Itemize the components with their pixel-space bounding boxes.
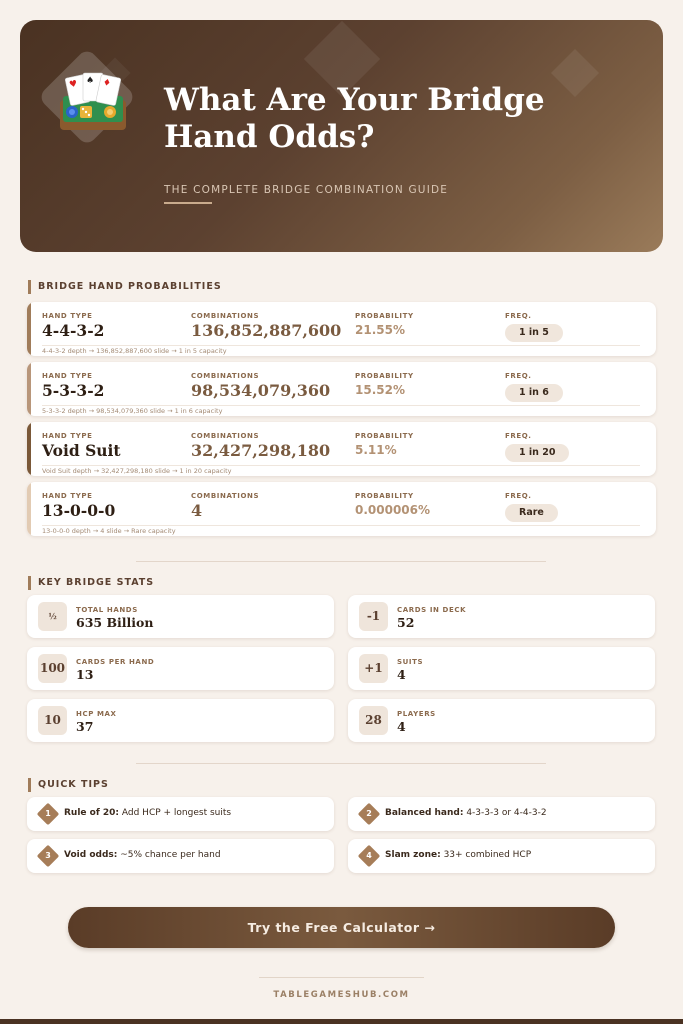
freq-label: FREQ.	[505, 372, 532, 380]
probability-value: 15.52%	[355, 383, 405, 397]
footer-site-name[interactable]: TABLEGAMESHUB.COM	[273, 990, 410, 1000]
card-divider	[42, 525, 640, 526]
tip-number: 3	[45, 851, 51, 860]
try-calculator-button[interactable]: Try the Free Calculator →	[68, 907, 615, 948]
frequency-badge: 1 in 5	[505, 324, 563, 342]
probability-label: PROBABILITY	[355, 492, 414, 500]
tip-title: Balanced hand:	[385, 808, 464, 818]
hand-card	[27, 362, 656, 416]
hand-card	[27, 302, 656, 356]
divider	[136, 763, 546, 764]
section-heading-stats: KEY BRIDGE STATS	[28, 576, 154, 590]
divider	[136, 561, 546, 562]
stat-label: CARDS PER HAND	[76, 658, 155, 666]
card-accent	[27, 362, 31, 416]
hand-card	[27, 482, 656, 536]
stat-card	[27, 699, 334, 742]
combinations-label: COMBINATIONS	[191, 312, 260, 320]
probability-value: 5.11%	[355, 443, 397, 457]
hand-note: 5-3-3-2 depth → 98,534,079,360 slide → 1 in 6 capacity	[42, 407, 223, 415]
combinations-label: COMBINATIONS	[191, 372, 260, 380]
tip-card	[27, 839, 334, 873]
hand-type-value: 4-4-3-2	[42, 321, 105, 340]
hand-type-value: Void Suit	[42, 441, 121, 460]
stat-badge: 100	[38, 654, 67, 683]
tip-card	[348, 797, 655, 831]
tip-title: Slam zone:	[385, 850, 441, 860]
tip-title: Void odds:	[64, 850, 118, 860]
tip-number: 2	[366, 809, 372, 818]
tip-number: 4	[366, 851, 372, 860]
tip-body: Add HCP + longest suits	[121, 808, 232, 818]
stat-value: 4	[397, 667, 406, 682]
tip-title: Rule of 20:	[64, 808, 120, 818]
tip-number-badge	[359, 804, 379, 824]
stat-label: HCP MAX	[76, 710, 117, 718]
combinations-value: 98,534,079,360	[191, 381, 331, 400]
stat-value: 52	[397, 615, 415, 630]
stat-value: 13	[76, 667, 94, 682]
hand-type-label: HAND TYPE	[42, 372, 93, 380]
section-heading-probabilities: BRIDGE HAND PROBABILITIES	[28, 280, 222, 294]
tip-text	[64, 808, 231, 818]
svg-text:♥: ♥	[68, 79, 79, 91]
freq-label: FREQ.	[505, 492, 532, 500]
combinations-value: 32,427,298,180	[191, 441, 331, 460]
stat-value: 635 Billion	[76, 615, 154, 630]
freq-label: FREQ.	[505, 432, 532, 440]
card-divider	[42, 465, 640, 466]
hand-note: 4-4-3-2 depth → 136,852,887,600 slide → 1 in 5 capacity	[42, 347, 227, 355]
footer-divider	[259, 977, 424, 978]
svg-text:♠: ♠	[86, 76, 95, 86]
hand-type-label: HAND TYPE	[42, 432, 93, 440]
card-divider	[42, 345, 640, 346]
stat-badge: -1	[359, 602, 388, 631]
hand-type-label: HAND TYPE	[42, 492, 93, 500]
title-underline	[164, 202, 212, 204]
card-accent	[27, 302, 31, 356]
tip-number-badge	[38, 804, 58, 824]
tip-number-badge	[38, 846, 58, 866]
combinations-label: COMBINATIONS	[191, 432, 260, 440]
page-subtitle: THE COMPLETE BRIDGE COMBINATION GUIDE	[164, 184, 449, 196]
hand-note: 13-0-0-0 depth → 4 slide → Rare capacity	[42, 527, 176, 535]
stat-badge: 28	[359, 706, 388, 735]
stat-label: TOTAL HANDS	[76, 606, 138, 614]
stat-badge: 10	[38, 706, 67, 735]
stat-card	[348, 699, 655, 742]
stat-card	[27, 647, 334, 690]
stat-badge: ½	[38, 602, 67, 631]
frequency-badge: 1 in 20	[505, 444, 569, 462]
hand-card	[27, 422, 656, 476]
tip-number-badge	[359, 846, 379, 866]
combinations-value: 4	[191, 501, 203, 520]
tip-text	[64, 850, 221, 860]
card-accent	[27, 482, 31, 536]
frequency-badge: Rare	[505, 504, 558, 522]
card-accent	[27, 422, 31, 476]
tip-body: 33+ combined HCP	[443, 850, 532, 860]
tip-text	[385, 808, 547, 818]
probability-value: 0.000006%	[355, 503, 431, 517]
stat-card	[27, 595, 334, 638]
tip-body: 4-3-3-3 or 4-4-3-2	[466, 808, 547, 818]
tip-number: 1	[45, 809, 51, 818]
frequency-badge: 1 in 6	[505, 384, 563, 402]
tip-text	[385, 850, 531, 860]
tip-card	[27, 797, 334, 831]
stat-label: CARDS IN DECK	[397, 606, 467, 614]
hand-note: Void Suit depth → 32,427,298,180 slide → 1 in 20 capacity	[42, 467, 232, 475]
bottom-bar	[0, 1019, 683, 1024]
stat-card	[348, 647, 655, 690]
stat-label: PLAYERS	[397, 710, 436, 718]
card-divider	[42, 405, 640, 406]
stat-label: SUITS	[397, 658, 424, 666]
freq-label: FREQ.	[505, 312, 532, 320]
combinations-label: COMBINATIONS	[191, 492, 260, 500]
combinations-value: 136,852,887,600	[191, 321, 342, 340]
page-title: What Are Your Bridge Hand Odds?	[164, 82, 545, 155]
probability-label: PROBABILITY	[355, 432, 414, 440]
hand-type-value: 5-3-3-2	[42, 381, 105, 400]
probability-value: 21.55%	[355, 323, 405, 337]
hand-type-label: HAND TYPE	[42, 312, 93, 320]
tip-card	[348, 839, 655, 873]
stat-badge: +1	[359, 654, 388, 683]
hand-type-value: 13-0-0-0	[42, 501, 116, 520]
section-heading-tips: QUICK TIPS	[28, 778, 109, 792]
tip-body: ~5% chance per hand	[120, 850, 221, 860]
probability-label: PROBABILITY	[355, 312, 414, 320]
cards-and-dice-icon	[54, 66, 132, 138]
hero-banner	[20, 20, 663, 252]
svg-text:♦: ♦	[101, 77, 112, 90]
stat-value: 37	[76, 719, 94, 734]
probability-label: PROBABILITY	[355, 372, 414, 380]
stat-value: 4	[397, 719, 406, 734]
stat-card	[348, 595, 655, 638]
